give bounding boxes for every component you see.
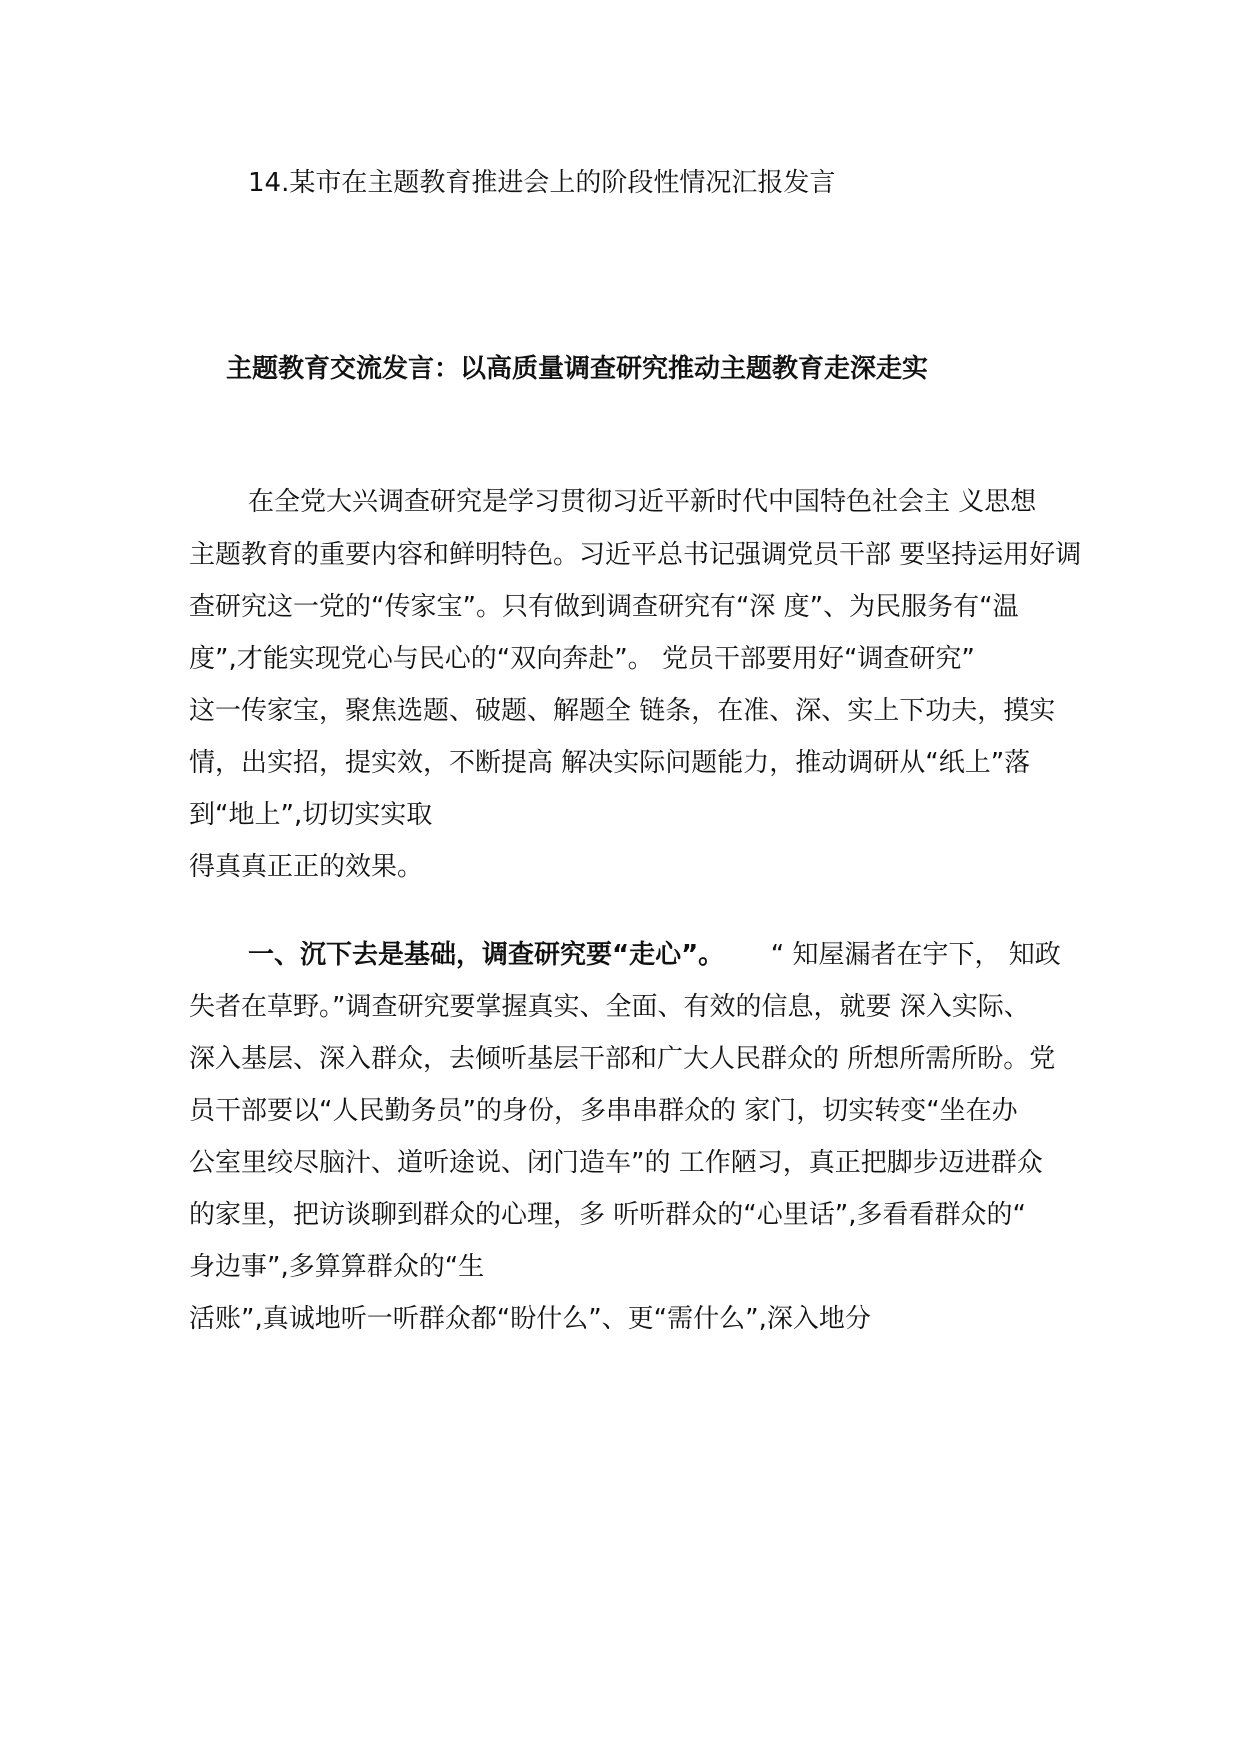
section1-line: 公室里绞尽脑汁、道听途说、闭门造车”的 工作陋习，真正把脚步迈进群众 xyxy=(189,1148,1043,1178)
intro-line: 得真真正正的效果。 xyxy=(189,852,424,882)
section1-line: 活账”,真诚地听一听群众都“盼什么”、更“需什么”,深入地分 xyxy=(189,1304,871,1334)
intro-line: 度”,才能实现党心与民心的“双向奔赴”。 党员干部要用好“调查研究” xyxy=(189,644,975,674)
section1-line: 的家里，把访谈聊到群众的心理，多 听听群众的“心里话”,多看看群众的“ xyxy=(189,1200,1026,1230)
intro-line: 到“地上”,切切实实取 xyxy=(189,800,433,830)
intro-line: 情，出实招，提实效，不断提高 解决实际问题能力，推动调研从“纸上”落 xyxy=(189,748,1031,778)
section1-line: 员干部要以“人民勤务员”的身份，多串串群众的 家门，切实转变“坐在办 xyxy=(189,1096,1018,1126)
document-number-title: 14.某市在主题教育推进会上的阶段性情况汇报发言 xyxy=(248,168,836,198)
intro-line: 主题教育的重要内容和鲜明特色。习近平总书记强调党员干部 要坚持运用好调 xyxy=(189,540,1082,570)
intro-line: 在全党大兴调查研究是学习贯彻习近平新时代中国特色社会主 义思想 xyxy=(248,487,1037,517)
section1-line: 身边事”,多算算群众的“生 xyxy=(189,1252,485,1282)
intro-line: 这一传家宝，聚焦选题、破题、解题全 链条，在准、深、实上下功夫，摸实 xyxy=(189,696,1056,726)
document-heading: 主题教育交流发言：以高质量调查研究推动主题教育走深走实 xyxy=(226,354,929,384)
section1-heading: 一、沉下去是基础，调查研究要“走心”。 xyxy=(248,940,725,970)
section1-first-line xyxy=(248,938,1061,972)
section1-line: 失者在草野。”调查研究要掌握真实、全面、有效的信息，就要 深入实际、 xyxy=(189,992,1030,1022)
intro-line: 查研究这一党的“传家宝”。只有做到调查研究有“深 度”、为民服务有“温 xyxy=(189,592,1019,622)
section1-first-line-text: “ 知屋漏者在宇下， 知政 xyxy=(770,940,1061,970)
section1-line: 深入基层、深入群众，去倾听基层干部和广大人民群众的 所想所需所盼。党 xyxy=(189,1044,1056,1074)
